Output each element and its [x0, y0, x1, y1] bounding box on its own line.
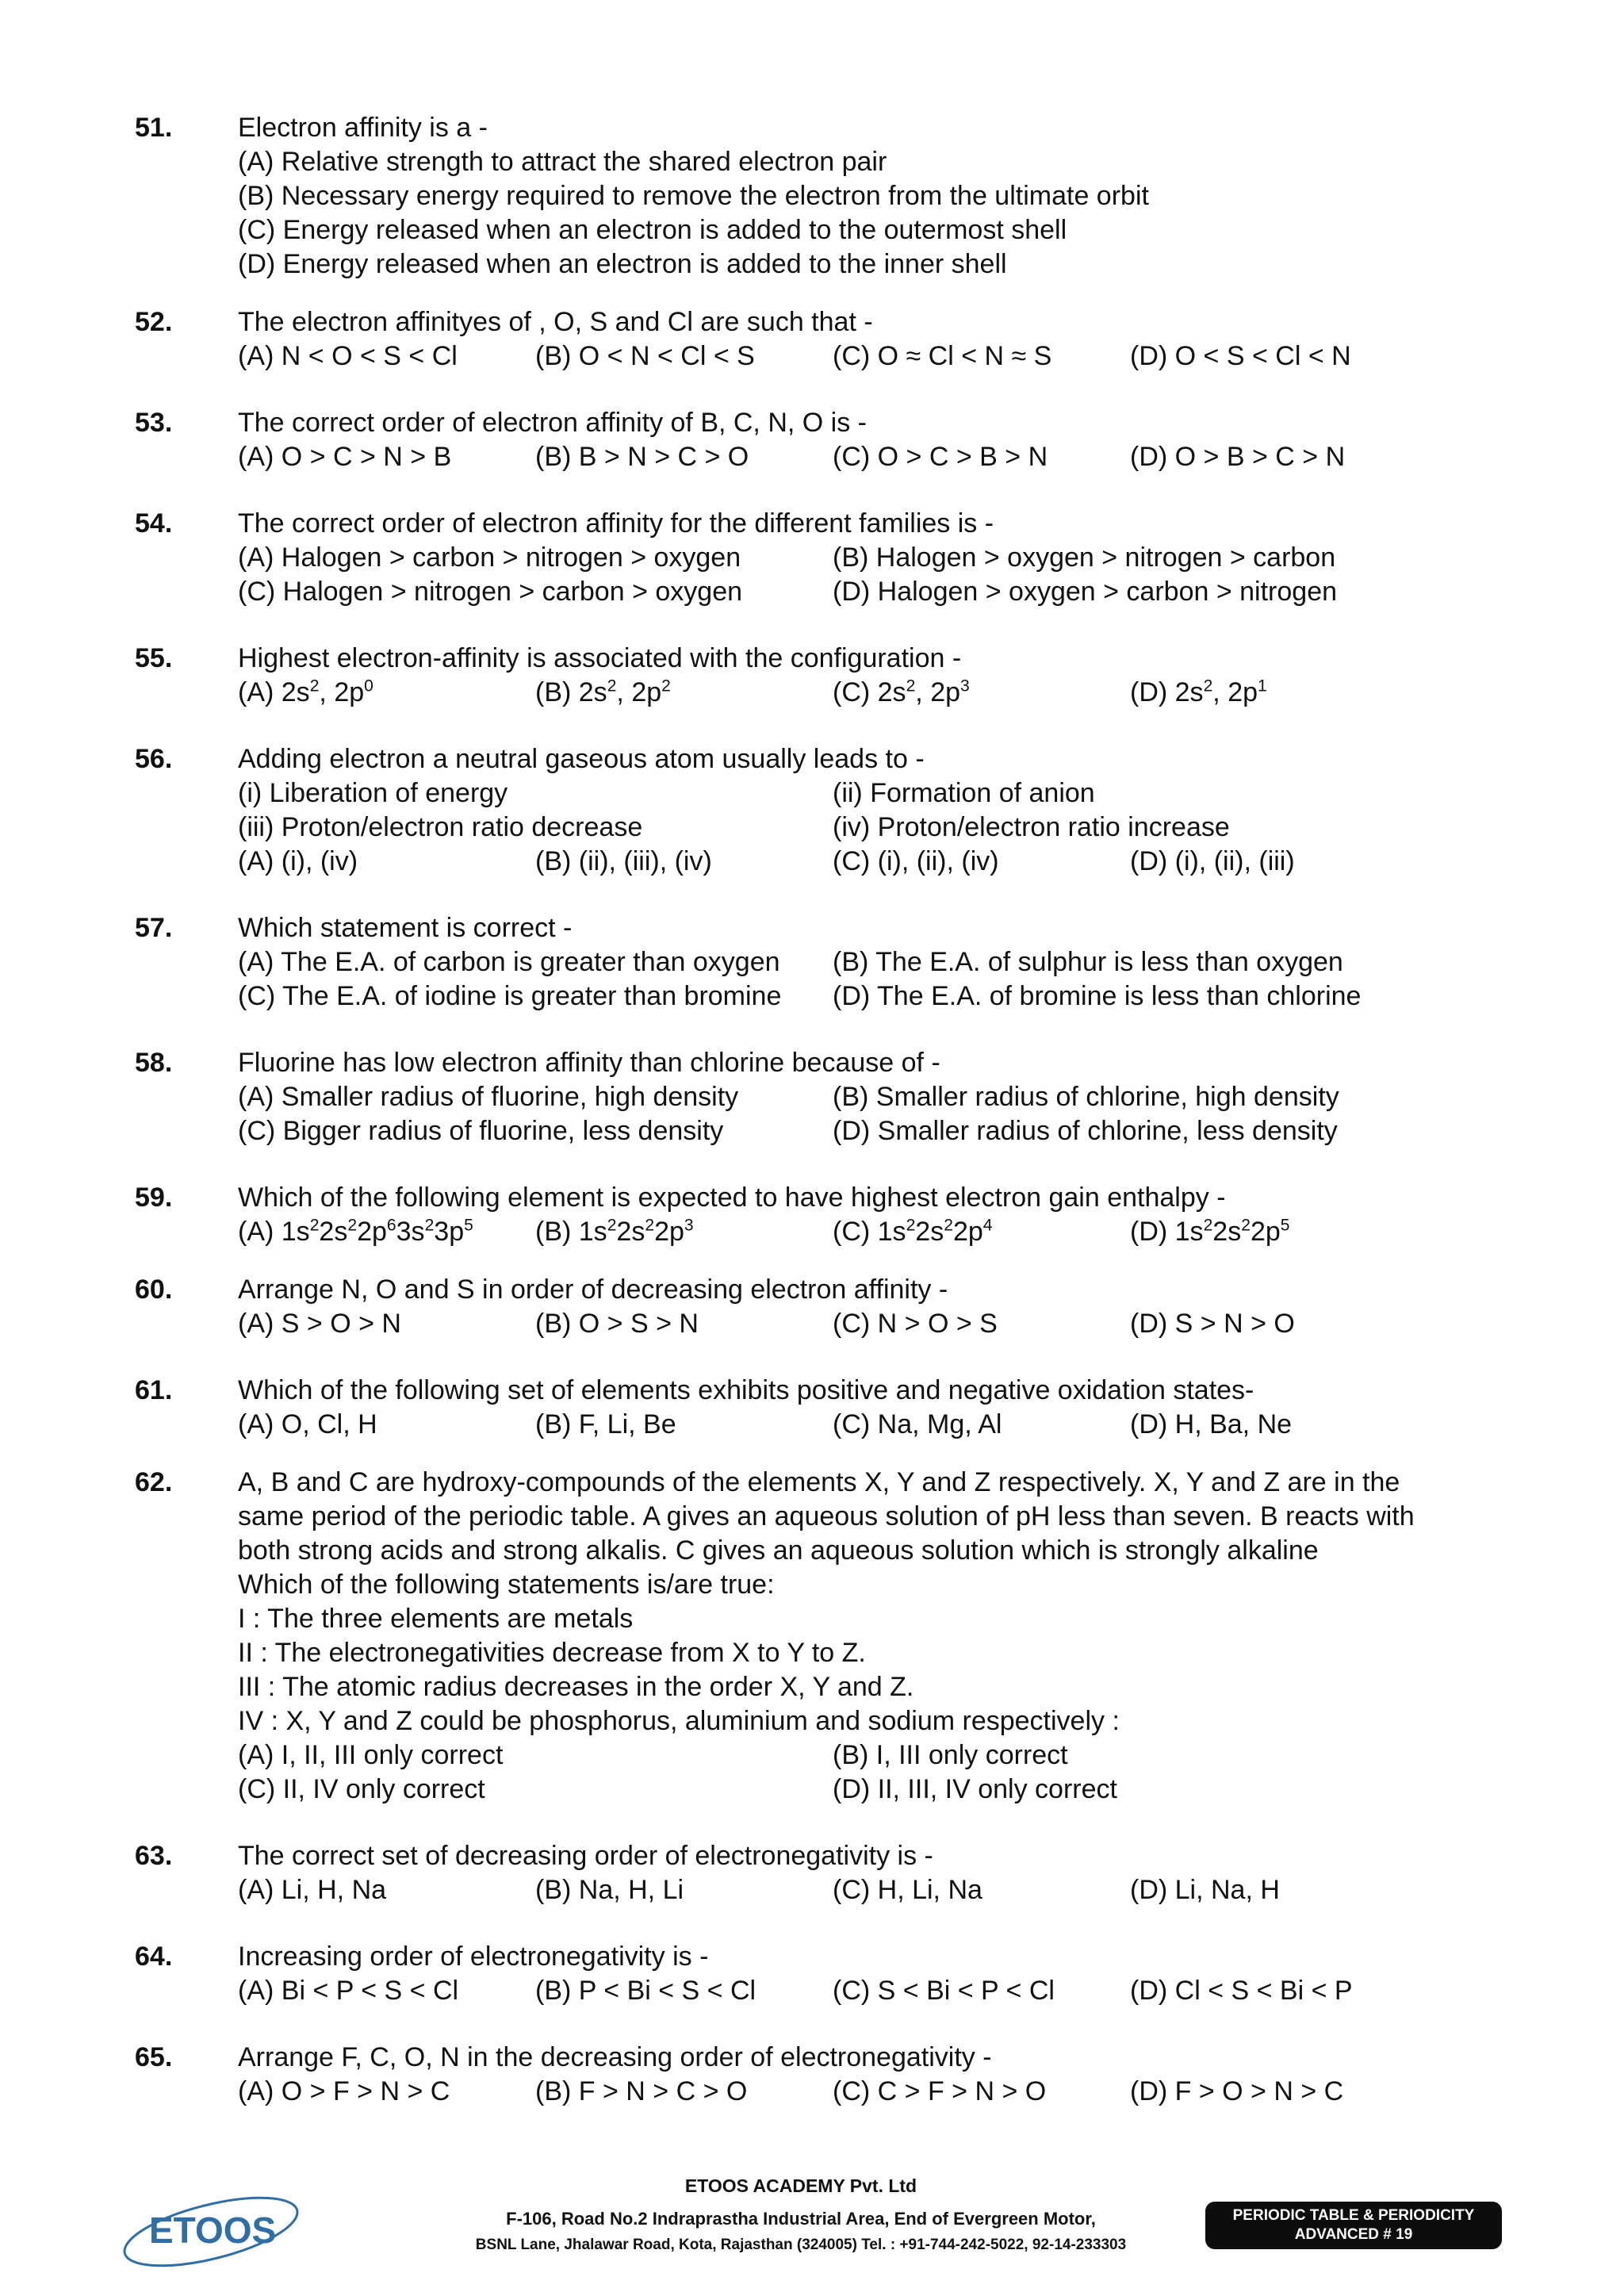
option-b: (B) F > N > C > O [535, 2076, 748, 2106]
chapter-badge [1205, 2202, 1502, 2249]
option-c: (C) S < Bi < P < Cl [833, 1976, 1055, 2006]
option-b: (B) O < N < Cl < S [535, 341, 755, 371]
options-grid [238, 1080, 1519, 1148]
option-a: (A) S > O > N [238, 1309, 401, 1339]
badge-chapter: PERIODIC TABLE & PERIODICITY [1232, 2207, 1475, 2224]
option-a: (A) Bi < P < S < Cl [238, 1976, 459, 2006]
question-number: 58. [135, 1048, 173, 1078]
option-b: (B) P < Bi < S < Cl [535, 1976, 756, 2006]
option-c: (C) $1s^22s^22p^4$ [833, 1216, 993, 1247]
logo-text: ETOOS [149, 2210, 277, 2251]
academy-name: ETOOS ACADEMY Pvt. Ltd [684, 2175, 917, 2196]
question-61 [135, 1374, 1519, 1442]
question-number: 60. [135, 1274, 173, 1305]
option-b: (B) $1s^22s^22p^3$ [535, 1216, 694, 1247]
option-c: (C) C > F > N > O [833, 2076, 1047, 2106]
option-a: (A) $2s^2$, $2p^0$ [238, 677, 373, 707]
question-58 [135, 1046, 1519, 1148]
question-text: Which of the following element is expected to have highest electron gain enthalpy - [238, 1182, 1226, 1213]
question-59 [135, 1181, 1519, 1249]
question-number: 62. [135, 1467, 173, 1497]
statement-iii: (iii) Proton/electron ratio decrease [238, 812, 643, 842]
option-c: (C) $2s^2$, $2p^3$ [833, 677, 970, 707]
option-b: (B) (ii), (iii), (iv) [535, 846, 712, 876]
options-grid [238, 541, 1519, 609]
option-d: (D) Halogen > oxygen > carbon > nitrogen [833, 577, 1338, 607]
options-grid [238, 945, 1519, 1014]
option-b: (B) Necessary energy required to remove the electron from the ultimate orbit [238, 181, 1149, 211]
question-57 [135, 911, 1519, 1014]
statement-i: I : The three elements are metals [238, 1604, 634, 1634]
options-row [238, 1307, 1519, 1341]
question-text: The electron affinityes of , O, S and Cl are such that - [238, 307, 873, 337]
question-62 [135, 1466, 1519, 1807]
question-text: The correct order of electron affinity for the different families is - [238, 508, 994, 539]
options-row [238, 845, 1519, 879]
option-c: (C) Na, Mg, Al [833, 1409, 1002, 1439]
option-d: (D) $2s^2$, $2p^1$ [1130, 677, 1267, 707]
options-row [238, 676, 1519, 710]
question-number: 55. [135, 643, 173, 673]
option-b: (B) Smaller radius of chlorine, high density [833, 1082, 1339, 1112]
etoos-logo [117, 2186, 316, 2273]
option-d: (D) II, III, IV only correct [833, 1774, 1117, 1804]
option-c: (C) Bigger radius of fluorine, less density [238, 1116, 724, 1146]
option-c: (C) H, Li, Na [833, 1875, 982, 1905]
question-text: Fluorine has low electron affinity than chlorine because of - [238, 1048, 940, 1078]
statement-ii: (ii) Formation of anion [833, 778, 1095, 808]
statement-iv: (iv) Proton/electron ratio increase [833, 812, 1230, 842]
question-text-line: same period of the periodic table. A gives an aqueous solution of pH less than seven. B reacts with [238, 1501, 1415, 1531]
question-52 [135, 305, 1519, 374]
option-a: (A) (i), (iv) [238, 846, 358, 876]
option-d: (D) H, Ba, Ne [1130, 1409, 1293, 1439]
option-a: (A) N < O < S < Cl [238, 341, 458, 371]
option-d: (D) F > O > N > C [1130, 2076, 1344, 2106]
question-number: 63. [135, 1841, 173, 1871]
question-text-line: Which of the following statements is/are true: [238, 1570, 775, 1600]
option-b: (B) $2s^2$, $2p^2$ [535, 677, 671, 707]
option-c: (C) N > O > S [833, 1309, 998, 1339]
question-number: 61. [135, 1375, 173, 1405]
options-row [238, 339, 1519, 374]
question-number: 57. [135, 913, 173, 943]
option-a: (A) Li, H, Na [238, 1875, 387, 1905]
statement-iii: III : The atomic radius decreases in the order X, Y and Z. [238, 1672, 914, 1702]
question-text: Which of the following set of elements exhibits positive and negative oxidation states- [238, 1375, 1254, 1405]
question-63 [135, 1839, 1519, 1907]
question-text: Which statement is correct - [238, 913, 573, 943]
options-row [238, 2075, 1519, 2109]
option-a: (A) Relative strength to attract the shared electron pair [238, 147, 887, 177]
options-row [238, 1974, 1519, 2008]
option-d: (D) Li, Na, H [1130, 1875, 1280, 1905]
question-text-line: A, B and C are hydroxy-compounds of the elements X, Y and Z respectively. X, Y and Z are in the [238, 1467, 1400, 1497]
options-row [238, 1873, 1519, 1907]
question-54 [135, 507, 1519, 609]
question-text: Electron affinity is a - [238, 113, 488, 143]
option-b: (B) F, Li, Be [535, 1409, 676, 1439]
option-d: (D) The E.A. of bromine is less than chlorine [833, 981, 1362, 1011]
question-number: 51. [135, 113, 173, 143]
option-a: (A) Halogen > carbon > nitrogen > oxygen [238, 542, 741, 573]
question-text: The correct order of electron affinity of B, C, N, O is - [238, 408, 867, 438]
option-a: (A) O > C > N > B [238, 442, 452, 472]
option-a: (A) $1s^22s^22p^63s^23p^5$ [238, 1216, 473, 1247]
option-c: (C) Halogen > nitrogen > carbon > oxygen [238, 577, 743, 607]
question-text: Arrange N, O and S in order of decreasing electron affinity - [238, 1274, 948, 1305]
question-number: 59. [135, 1182, 173, 1213]
question-number: 64. [135, 1941, 173, 1972]
question-56 [135, 742, 1519, 879]
options-row [238, 1215, 1519, 1249]
question-text: Highest electron-affinity is associated with the configuration - [238, 643, 962, 673]
option-b: (B) Halogen > oxygen > nitrogen > carbon [833, 542, 1336, 573]
option-a: (A) O > F > N > C [238, 2076, 450, 2106]
option-b: (B) B > N > C > O [535, 442, 749, 472]
statements-grid [238, 776, 1519, 845]
question-65 [135, 2041, 1519, 2109]
option-c: (C) (i), (ii), (iv) [833, 846, 999, 876]
question-51 [135, 111, 1519, 282]
options-row [238, 440, 1519, 474]
option-b: (B) O > S > N [535, 1309, 699, 1339]
option-a: (A) The E.A. of carbon is greater than oxygen [238, 947, 780, 977]
option-b: (B) Na, H, Li [535, 1875, 684, 1905]
option-d: (D) Cl < S < Bi < P [1130, 1976, 1353, 2006]
option-d: (D) S > N > O [1130, 1309, 1295, 1339]
question-text-line: both strong acids and strong alkalis. C gives an aqueous solution which is strongly alkaline [238, 1535, 1319, 1566]
option-a: (A) Smaller radius of fluorine, high density [238, 1082, 739, 1112]
option-d: (D) Smaller radius of chlorine, less density [833, 1116, 1338, 1146]
options-grid [238, 1738, 1519, 1807]
question-text: Arrange F, C, O, N in the decreasing order of electronegativity - [238, 2042, 992, 2072]
question-text: Adding electron a neutral gaseous atom usually leads to - [238, 744, 925, 774]
option-b: (B) The E.A. of sulphur is less than oxygen [833, 947, 1343, 977]
address-line-1: F-106, Road No.2 Indraprastha Industrial Area, End of Evergreen Motor, [506, 2209, 1096, 2229]
options-row [238, 1408, 1519, 1442]
question-number: 52. [135, 307, 173, 337]
option-a: (A) O, Cl, H [238, 1409, 377, 1439]
question-text: Increasing order of electronegativity is - [238, 1941, 709, 1972]
question-number: 54. [135, 508, 173, 539]
question-55 [135, 642, 1519, 710]
option-c: (C) O ≈ Cl < N ≈ S [833, 341, 1052, 371]
page-footer [0, 2157, 1624, 2284]
question-number: 56. [135, 744, 173, 774]
question-64 [135, 1940, 1519, 2008]
question-53 [135, 406, 1519, 474]
badge-page: ADVANCED # 19 [1294, 2226, 1413, 2243]
option-d: (D) $1s^22s^22p^5$ [1130, 1216, 1290, 1247]
option-a: (A) I, II, III only correct [238, 1740, 504, 1770]
option-d: (D) Energy released when an electron is added to the inner shell [238, 249, 1007, 279]
option-c: (C) O > C > B > N [833, 442, 1048, 472]
question-number: 53. [135, 408, 173, 438]
option-d: (D) (i), (ii), (iii) [1130, 846, 1295, 876]
statement-ii: II : The electronegativities decrease from X to Y to Z. [238, 1638, 866, 1668]
statement-iv: IV : X, Y and Z could be phosphorus, aluminium and sodium respectively : [238, 1706, 1120, 1736]
question-number: 65. [135, 2042, 173, 2072]
option-c: (C) II, IV only correct [238, 1774, 485, 1804]
footer-address [365, 2171, 1237, 2257]
option-d: (D) O > B > C > N [1130, 442, 1346, 472]
option-c: (C) Energy released when an electron is added to the outermost shell [238, 215, 1067, 245]
question-60 [135, 1273, 1519, 1341]
question-text: The correct set of decreasing order of electronegativity is - [238, 1841, 933, 1871]
question-list [135, 111, 1519, 2109]
address-line-2: BSNL Lane, Jhalawar Road, Kota, Rajasthan (324005) Tel. : +91-744-242-5022, 92-14-233303 [475, 2237, 1127, 2253]
statement-i: (i) Liberation of energy [238, 778, 508, 808]
option-b: (B) I, III only correct [833, 1740, 1068, 1770]
option-c: (C) The E.A. of iodine is greater than bromine [238, 981, 782, 1011]
option-d: (D) O < S < Cl < N [1130, 341, 1351, 371]
